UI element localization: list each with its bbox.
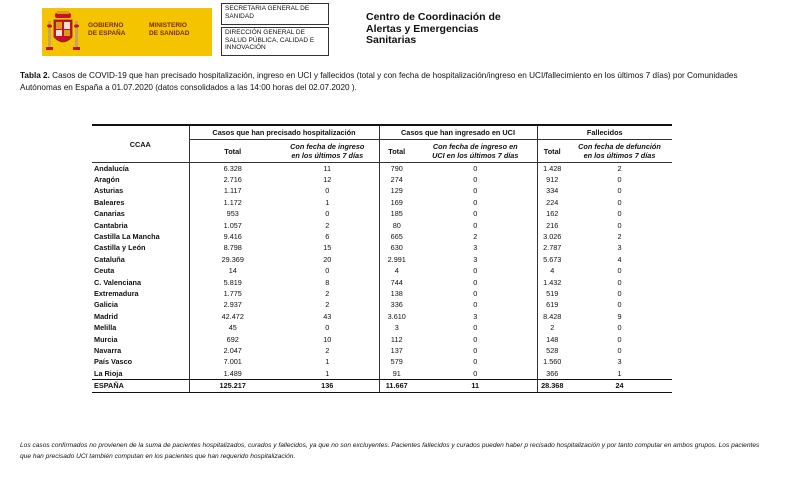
cell-uci-7d: 0: [473, 288, 478, 298]
header-uci-fecha-line-2: UCI en los últimos 7 días: [432, 151, 519, 160]
center-title-line-3: Sanitarias: [366, 34, 417, 46]
cell-uci-7d: 0: [473, 300, 478, 310]
cell-fall-7d: 2: [617, 232, 622, 242]
cell-fall-total: 162: [537, 209, 567, 220]
cell-fall-total: 366: [537, 368, 567, 380]
cell-fall-total: 8.428: [537, 311, 567, 322]
center-title-line-2: Alertas y Emergencias: [366, 22, 479, 35]
cell-hosp-7d: 1: [325, 368, 330, 378]
cell-fall-7d: 0: [617, 300, 622, 310]
cell-hosp-total: 1.489: [189, 368, 276, 380]
cell-fall-7d: 0: [617, 345, 622, 355]
cell-fall-total: 3.026: [537, 231, 567, 242]
cell-fall-7d: 0: [617, 186, 622, 196]
cell-fall-7d: 3: [617, 357, 622, 367]
cell-uci-7d: 0: [473, 197, 478, 207]
cell-fall-total: 1.560: [537, 357, 567, 368]
table-row: [92, 209, 672, 220]
cell-fall-7d: 3: [617, 243, 622, 253]
cell-hosp-7d: 6: [325, 232, 330, 242]
cell-hosp-total: 42.472: [189, 311, 276, 322]
cell-uci-7d: 0: [473, 163, 478, 173]
cell-hosp-total: 29.369: [189, 254, 276, 265]
cell-fall-7d: 1: [617, 368, 622, 378]
cell-fall-7d: 0: [617, 220, 622, 230]
cell-fall-total: 334: [537, 186, 567, 197]
footnote: Los casos confirmados no provienen de la suma de pacientes hospitalizados, curados y fallecidos, ya que no son excluyentes. Pacientes fallecidos y curados pueden haber p recisado hospitalización y por tanto computar en ambos grupos. Los pacientes que han precisado UCI también computan en los pacientes que han requerido hospitalización.: [20, 442, 760, 460]
table-row: [92, 334, 672, 345]
gobierno-line-2: DE ESPAÑA: [88, 30, 126, 37]
header-fall-fecha-line-1: Con fecha de defunción: [578, 142, 661, 151]
cell-hosp-total: 1.057: [189, 220, 276, 231]
cell-uci-total: 3.610: [379, 311, 414, 322]
cell-fall-7d: 0: [617, 266, 622, 276]
group-header-hospitalizacion: Casos que han precisado hospitalización: [189, 125, 379, 140]
cell-hosp-7d: 2: [325, 220, 330, 230]
cell-fall-7d: 0: [617, 197, 622, 207]
cell-hosp-7d: 1: [325, 357, 330, 367]
cell-uci-total: 579: [379, 357, 414, 368]
cell-hosp-7d: 2: [325, 300, 330, 310]
cell-name: Castilla La Mancha: [94, 232, 160, 242]
cell-hosp-7d: 43: [323, 311, 332, 321]
cell-hosp-total: 8.798: [189, 243, 276, 254]
cell-uci-7d: 0: [473, 323, 478, 333]
cell-fall-total: 216: [537, 220, 567, 231]
cell-uci-7d: 0: [473, 357, 478, 367]
group-header-fallecidos: Fallecidos: [537, 125, 672, 140]
cell-fall-total: 224: [537, 197, 567, 208]
ccaa-header: CCAA: [92, 125, 189, 163]
cell-fall-total: 528: [537, 345, 567, 356]
table-row: [92, 288, 672, 299]
cell-name: Navarra: [94, 345, 122, 355]
cell-uci-total: 665: [379, 231, 414, 242]
cell-fall-total: 28.368: [537, 380, 567, 392]
cell-fall-total: 5.673: [537, 254, 567, 265]
cell-uci-total: 11.667: [379, 380, 414, 392]
cell-fall-total: 912: [537, 174, 567, 185]
table-row: [92, 357, 672, 368]
cell-hosp-7d: 2: [325, 345, 330, 355]
total-row: [92, 380, 672, 392]
cell-name: Baleares: [94, 197, 125, 207]
cell-hosp-total: 7.001: [189, 357, 276, 368]
header-uci-fecha-line-1: Con fecha de ingreso en: [432, 142, 518, 151]
table-row: [92, 243, 672, 254]
cell-uci-7d: 0: [473, 175, 478, 185]
ministerio-label: [149, 22, 189, 38]
coat-of-arms-icon: [46, 11, 80, 53]
cell-hosp-7d: 0: [325, 323, 330, 333]
cell-fall-7d: 9: [617, 311, 622, 321]
cell-name: Andalucía: [94, 163, 129, 173]
cell-name: C. Valenciana: [94, 277, 142, 287]
cell-hosp-total: 125.217: [189, 380, 276, 392]
cell-uci-total: 169: [379, 197, 414, 208]
header-uci-total: Total: [379, 140, 414, 163]
cell-uci-7d: 0: [473, 368, 478, 378]
cell-name: País Vasco: [94, 357, 133, 367]
table-row: [92, 322, 672, 333]
cell-uci-7d: 0: [473, 186, 478, 196]
cell-hosp-7d: 2: [325, 288, 330, 298]
cell-fall-total: 519: [537, 288, 567, 299]
cell-uci-total: 138: [379, 288, 414, 299]
table-row: [92, 163, 672, 175]
cell-hosp-total: 9.416: [189, 231, 276, 242]
cell-hosp-7d: 10: [323, 334, 332, 344]
cell-hosp-total: 14: [189, 266, 276, 277]
cell-uci-total: 3: [379, 322, 414, 333]
cell-fall-7d: 0: [617, 323, 622, 333]
table-row: [92, 345, 672, 356]
cell-uci-7d: 0: [473, 209, 478, 219]
cell-name: Ceuta: [94, 266, 115, 276]
cell-fall-total: 2: [537, 322, 567, 333]
gobierno-line-1: GOBIERNO: [88, 22, 124, 29]
cell-uci-total: 129: [379, 186, 414, 197]
cell-name: Extremadura: [94, 288, 139, 298]
table-row: [92, 186, 672, 197]
header-hosp-fecha: [276, 140, 379, 163]
cell-fall-7d: 24: [567, 380, 672, 392]
cell-hosp-total: 1.117: [189, 186, 276, 197]
header: [0, 0, 785, 60]
cell-hosp-total: 45: [189, 322, 276, 333]
cell-hosp-total: 692: [189, 334, 276, 345]
cell-name: Aragón: [94, 175, 120, 185]
cell-hosp-7d: 0: [325, 186, 330, 196]
cell-fall-total: 1.428: [537, 163, 567, 175]
cell-uci-7d: 0: [473, 277, 478, 287]
cell-uci-total: 112: [379, 334, 414, 345]
table-row: [92, 254, 672, 265]
cell-fall-7d: 4: [617, 254, 622, 264]
group-header-uci: Casos que han ingresado en UCI: [379, 125, 537, 140]
government-logo: [42, 8, 212, 56]
header-fall-fecha-line-2: en los últimos 7 días: [583, 151, 656, 160]
cell-uci-7d: 11: [414, 380, 537, 392]
secretaria-box: SECRETARIA GENERAL DE SANIDAD: [221, 3, 329, 25]
cell-name: Asturias: [94, 186, 124, 196]
cell-hosp-7d: 12: [323, 175, 332, 185]
table-row: [92, 174, 672, 185]
table-row: [92, 277, 672, 288]
cell-fall-7d: 0: [617, 288, 622, 298]
cell-fall-total: 148: [537, 334, 567, 345]
gobierno-label: [88, 22, 125, 38]
cell-uci-total: 4: [379, 266, 414, 277]
header-hosp-fecha-line-1: Con fecha de ingreso: [290, 142, 365, 151]
table-row: [92, 311, 672, 322]
cell-name: Galicia: [94, 300, 118, 310]
cell-fall-7d: 0: [617, 334, 622, 344]
cell-name: ESPAÑA: [92, 380, 189, 392]
cell-fall-7d: 0: [617, 277, 622, 287]
center-title: [366, 12, 566, 47]
cell-fall-7d: 0: [617, 209, 622, 219]
cell-uci-7d: 2: [473, 232, 478, 242]
ministerio-line-2: DE SANIDAD: [149, 30, 190, 37]
cell-uci-total: 274: [379, 174, 414, 185]
cell-uci-7d: 0: [473, 220, 478, 230]
cell-hosp-total: 1.775: [189, 288, 276, 299]
cell-uci-total: 2.991: [379, 254, 414, 265]
cell-hosp-total: 1.172: [189, 197, 276, 208]
cell-uci-total: 744: [379, 277, 414, 288]
cell-uci-7d: 0: [473, 345, 478, 355]
cell-name: Murcia: [94, 334, 118, 344]
table-row: [92, 197, 672, 208]
cell-uci-total: 80: [379, 220, 414, 231]
cell-name: Madrid: [94, 311, 118, 321]
cell-hosp-total: 5.819: [189, 277, 276, 288]
cell-hosp-total: 2.047: [189, 345, 276, 356]
table-body: [92, 163, 672, 393]
cell-uci-7d: 0: [473, 334, 478, 344]
cell-fall-total: 1.432: [537, 277, 567, 288]
cell-uci-total: 91: [379, 368, 414, 380]
cell-hosp-total: 953: [189, 209, 276, 220]
cell-hosp-7d: 15: [323, 243, 332, 253]
cell-uci-7d: 0: [473, 266, 478, 276]
caption-text: Casos de COVID-19 que han precisado hospitalización, ingreso en UCI y fallecidos (total y con fecha de hospitalización/ingreso en UCI/fallecimiento en los últimos 7 días) por Comunidades Autónomas en España a 01.07.2020 (datos consolidados a las 14:00 horas del 02.07.2020 ).: [20, 71, 738, 92]
caption-label: Tabla 2.: [20, 71, 50, 80]
header-hosp-total: Total: [189, 140, 276, 163]
table-row: [92, 300, 672, 311]
cell-hosp-7d: 20: [323, 254, 332, 264]
header-hosp-fecha-line-2: en los últimos 7 días: [291, 151, 364, 160]
header-fall-fecha: [567, 140, 672, 163]
cell-uci-7d: 3: [473, 243, 478, 253]
cell-uci-total: 137: [379, 345, 414, 356]
cell-name: Cantabria: [94, 220, 128, 230]
cell-uci-7d: 3: [473, 254, 478, 264]
cell-name: Canarias: [94, 209, 125, 219]
cell-uci-total: 185: [379, 209, 414, 220]
cell-fall-total: 2.787: [537, 243, 567, 254]
cell-uci-7d: 3: [473, 311, 478, 321]
cell-uci-total: 630: [379, 243, 414, 254]
cell-hosp-7d: 11: [323, 163, 332, 173]
cell-fall-7d: 0: [617, 175, 622, 185]
cell-hosp-total: 2.937: [189, 300, 276, 311]
cell-hosp-7d: 136: [276, 380, 379, 392]
cell-fall-total: 4: [537, 266, 567, 277]
table-row: [92, 266, 672, 277]
covid-table: [92, 124, 672, 393]
cell-hosp-7d: 0: [325, 266, 330, 276]
cell-fall-total: 619: [537, 300, 567, 311]
table-row: [92, 231, 672, 242]
header-fall-total: Total: [537, 140, 567, 163]
cell-uci-total: 790: [379, 163, 414, 175]
table-row: [92, 368, 672, 380]
direccion-box: DIRECCIÓN GENERAL DE SALUD PÚBLICA, CALIDAD E INNOVACIÓN: [221, 27, 329, 56]
table-caption: [20, 70, 770, 94]
cell-hosp-total: 2.716: [189, 174, 276, 185]
cell-fall-7d: 2: [617, 163, 622, 173]
cell-name: Cataluña: [94, 254, 125, 264]
table-row: [92, 220, 672, 231]
cell-hosp-7d: 8: [325, 277, 330, 287]
center-title-line-1: Centro de Coordinación de: [366, 11, 501, 23]
cell-hosp-total: 6.328: [189, 163, 276, 175]
cell-hosp-7d: 0: [325, 209, 330, 219]
cell-name: Melilla: [94, 323, 117, 333]
cell-uci-total: 336: [379, 300, 414, 311]
cell-hosp-7d: 1: [325, 197, 330, 207]
cell-name: La Rioja: [94, 368, 123, 378]
header-uci-fecha: [414, 140, 537, 163]
cell-name: Castilla y León: [94, 243, 146, 253]
ministerio-line-1: MINISTERIO: [149, 22, 187, 29]
